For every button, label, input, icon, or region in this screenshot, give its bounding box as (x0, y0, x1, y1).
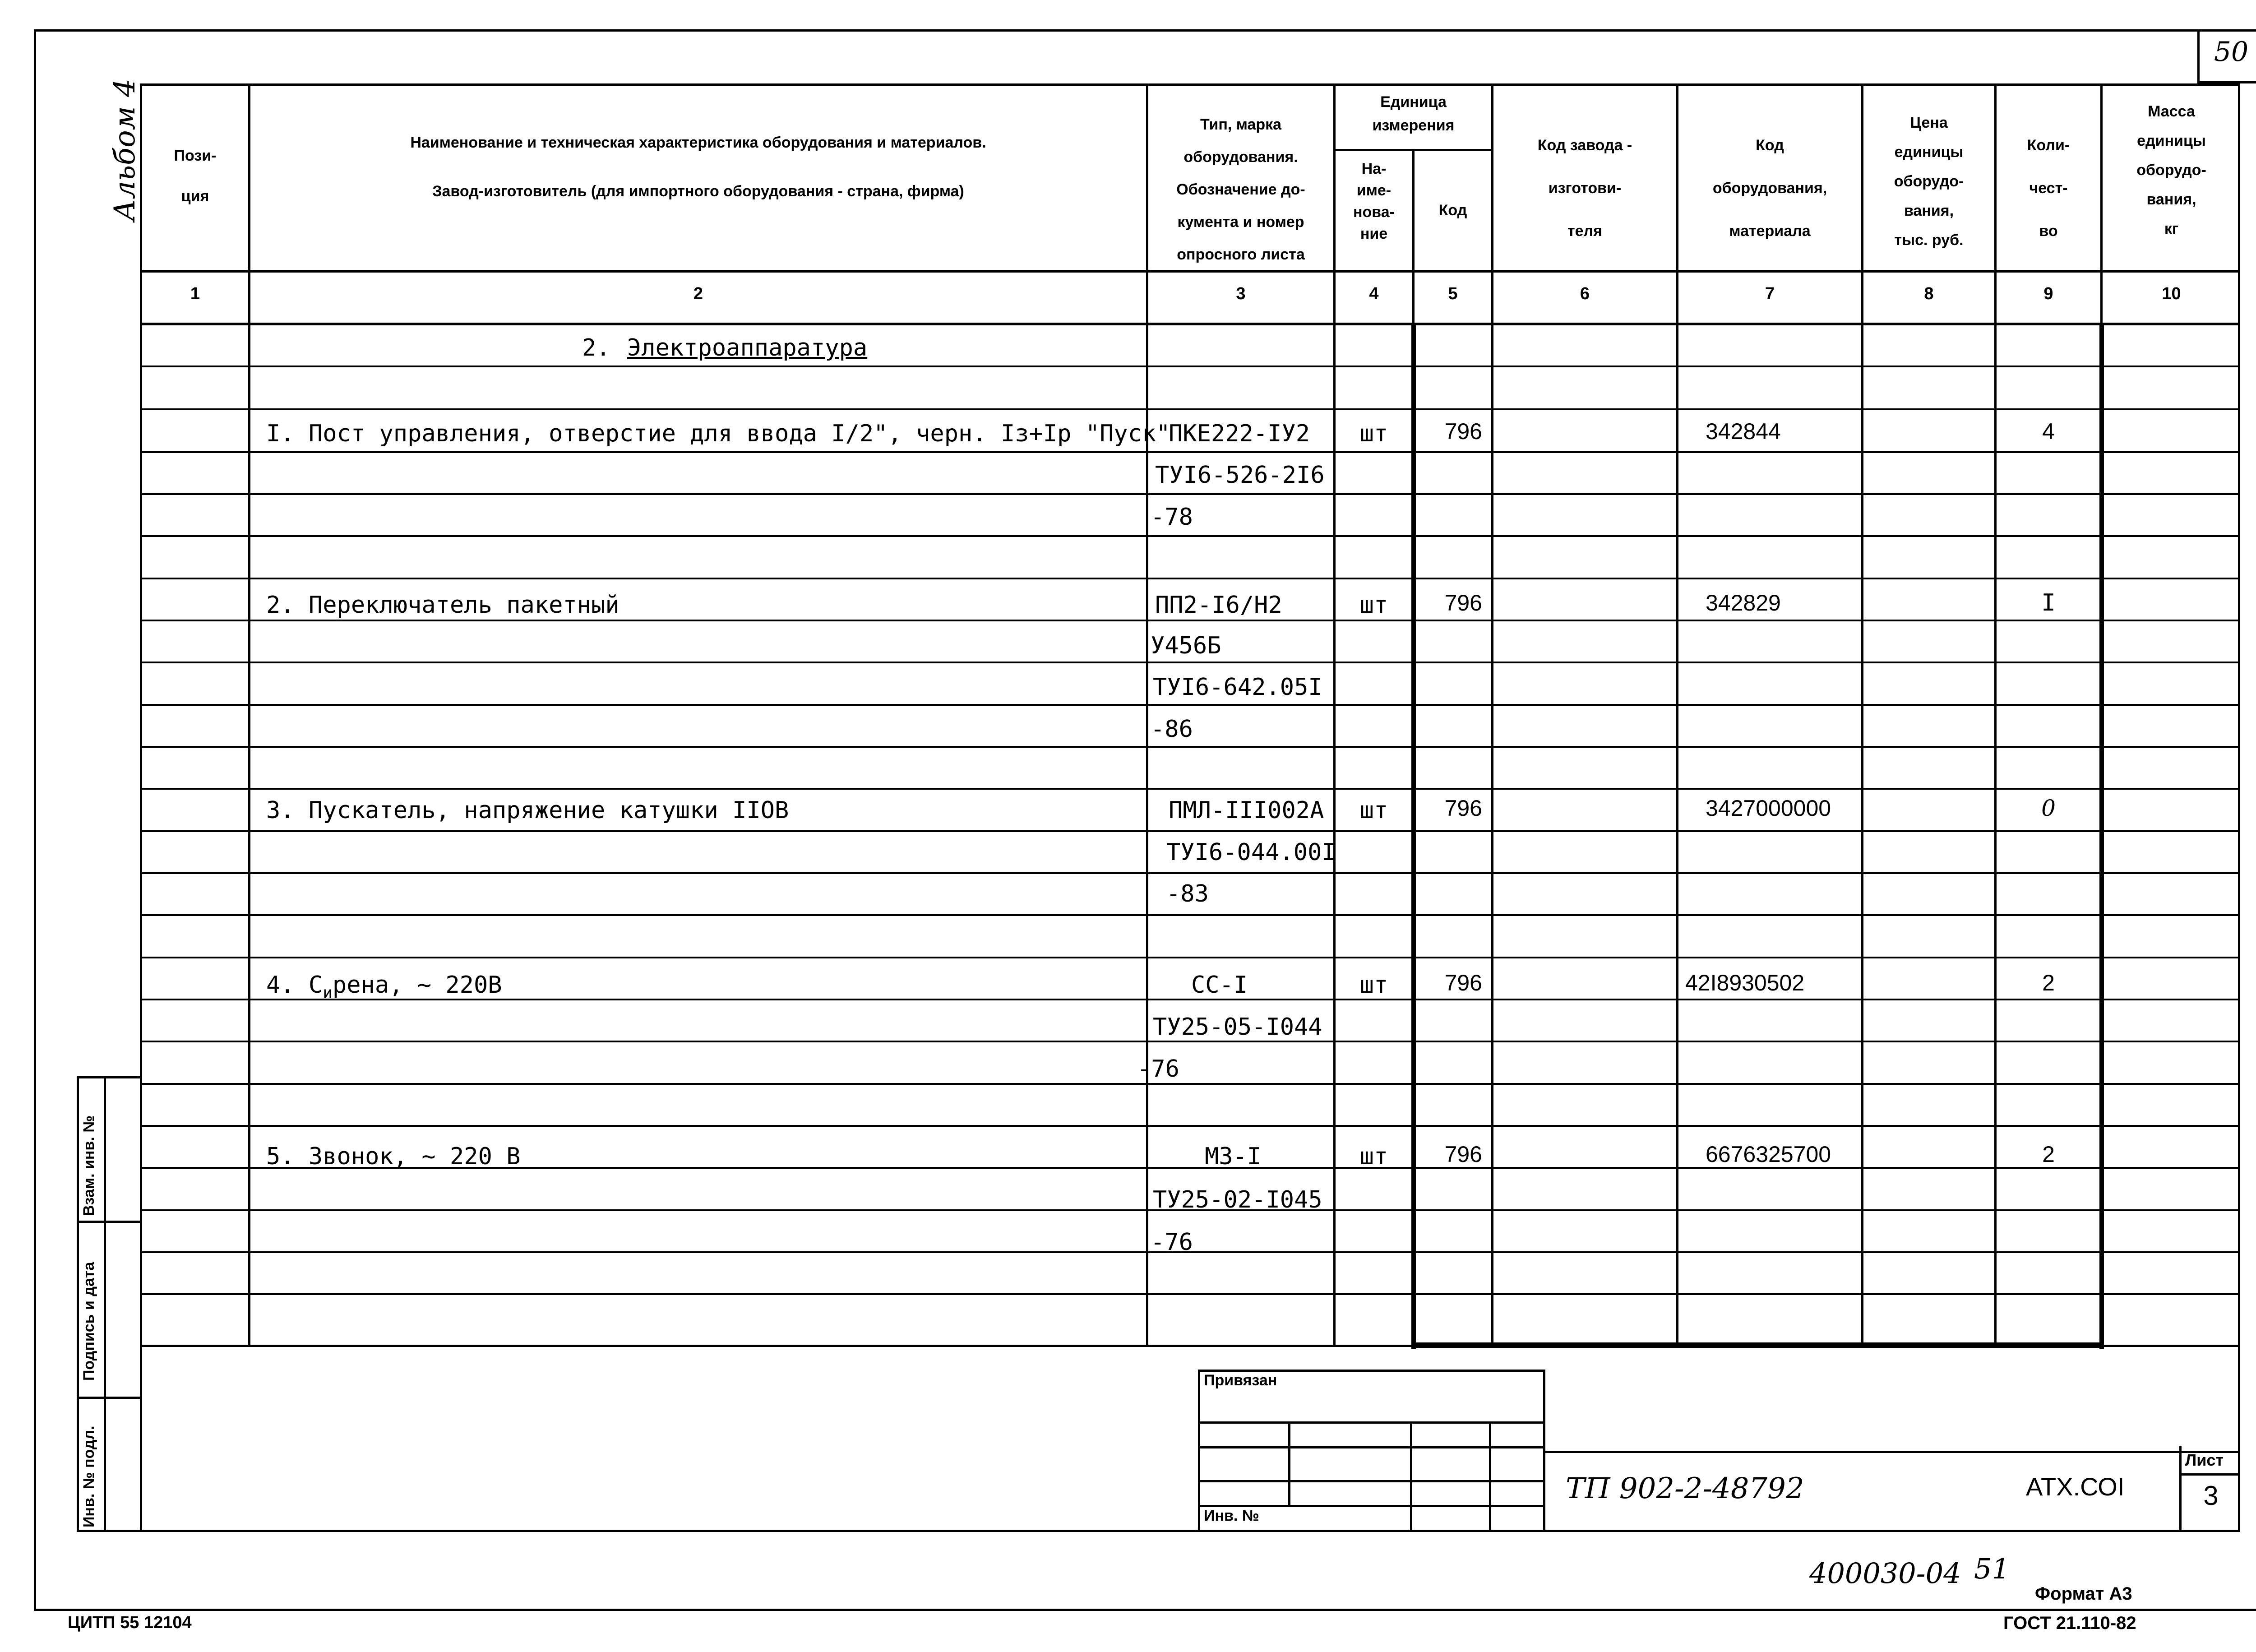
row-line (140, 366, 2240, 367)
colnum-5: 5 (1448, 284, 1458, 303)
colnum-2: 2 (693, 284, 703, 303)
item-2-name: 2. Переключатель пакетный (266, 592, 619, 619)
item-4-type-3: -76 (1137, 1055, 1179, 1083)
side-vzam-inv: Взам. инв. № (80, 1115, 97, 1216)
item-5-qty: 2 (2042, 1142, 2055, 1167)
item-3-name: 3. Пускатель, напряжение катушки IIОВ (266, 797, 789, 824)
header-col2-line1: Наименование и техническая характеристика оборудования и материалов. (410, 134, 986, 151)
item-4-code: 42I8930502 (1685, 970, 1805, 995)
item-4-unit-code: 796 (1444, 970, 1482, 995)
side-podpis-data: Подпись и дата (80, 1262, 97, 1381)
privyazan-line-1 (1198, 1421, 1545, 1424)
handwritten-code: 400030-04 (1809, 1557, 1961, 1590)
row-line (140, 620, 2240, 621)
colnum-10: 10 (2162, 284, 2181, 303)
item-3-qty: 0 (2041, 795, 2056, 821)
item-5-code: 6676325700 (1706, 1142, 1831, 1167)
row-line (140, 408, 2240, 410)
album-label: Альбом 4 (108, 79, 142, 221)
item-4-name-a: 4. С (266, 972, 323, 999)
header-col7: Код оборудования, материала (1712, 137, 1827, 240)
side-stamp-divider-v (104, 1076, 106, 1532)
header-col3: Тип, марка оборудования. Обозначение до- кумента и номер опросного листа (1176, 116, 1305, 263)
item-4-type-1: СС-I (1191, 972, 1248, 999)
item-2-type-4: -86 (1151, 716, 1193, 743)
item-3-unit-code: 796 (1444, 796, 1482, 821)
row-line (140, 578, 2240, 579)
body-bottom-line (140, 1345, 2240, 1347)
format-label: Формат А3 (2035, 1584, 2132, 1604)
item-2-unit: шт (1359, 592, 1388, 619)
col-line-1 (248, 83, 250, 1347)
item-4-name (266, 971, 502, 1002)
privyazan-line-3 (1198, 1480, 1545, 1482)
item-1-qty: 4 (2042, 419, 2055, 444)
row-line (140, 746, 2240, 748)
item-4-type-2: ТУ25-05-I044 (1153, 1013, 1322, 1041)
item-1-name: I. Пост управления, отверстие для ввода I/2", черн. Iз+Iр "Пуск" (266, 420, 1170, 447)
row-line (140, 872, 2240, 874)
handwritten-page: 51 (1974, 1552, 2010, 1585)
side-inv-podl: Инв. № подл. (80, 1425, 97, 1527)
sheet-box-divider (2179, 1473, 2240, 1476)
header-col8: Цена единицы оборудо- вания, тыс. руб. (1894, 114, 1964, 249)
item-4-unit: шт (1359, 972, 1388, 999)
col-line-5 (1491, 83, 1493, 1347)
row-line (140, 914, 2240, 916)
row-line (140, 1293, 2240, 1295)
row-line (140, 535, 2240, 537)
row-line (140, 830, 2240, 832)
privyazan-vline-1 (1288, 1421, 1290, 1505)
sheet-number: 3 (2203, 1481, 2219, 1511)
item-2-type-3: ТУI6-642.05I (1153, 674, 1322, 701)
privyazan-label: Привязан (1204, 1372, 1277, 1389)
header-col10: Масса единицы оборудо- вания, кг (2136, 103, 2206, 237)
side-stamp-divider-1 (77, 1221, 142, 1223)
corner-number: 50 (2214, 36, 2249, 68)
docnum-top-line (1545, 1451, 2240, 1453)
row-line (140, 1125, 2240, 1127)
colnum-6: 6 (1580, 284, 1590, 303)
header-col6: Код завода - изготови- теля (1537, 137, 1632, 240)
privyazan-vline-2 (1410, 1421, 1412, 1532)
item-2-code: 342829 (1706, 590, 1781, 615)
item-1-unit-code: 796 (1444, 419, 1482, 444)
col-line-6 (1676, 83, 1678, 1347)
doc-code: АТХ.СОI (2026, 1472, 2125, 1501)
item-4-name-b: рена, ~ 220В (332, 972, 502, 999)
item-4-name-sub: и (323, 984, 333, 1002)
item-1-code: 342844 (1706, 419, 1781, 444)
header-col4: На- име- нова- ние (1353, 160, 1395, 242)
item-3-type-2: ТУI6-044.00I (1166, 839, 1336, 866)
section-title-number: 2. (582, 334, 610, 361)
item-5-type-3: -76 (1151, 1229, 1193, 1256)
doc-number: ТП 902-2-48792 (1566, 1472, 1804, 1505)
item-5-type-1: МЗ-I (1205, 1143, 1262, 1170)
col-line-7 (1861, 83, 1863, 1347)
item-3-type-1: ПМЛ-III002А (1169, 797, 1324, 824)
item-2-type-1: ПП2-I6/Н2 (1155, 592, 1282, 619)
item-2-qty: I (2041, 589, 2056, 616)
item-1-type-2: ТУI6-526-2I6 (1155, 462, 1325, 489)
header-col5: Код (1438, 202, 1467, 219)
colnum-9: 9 (2043, 284, 2053, 303)
header-unit-group: Единица измерения (1372, 93, 1455, 134)
item-5-type-2: ТУ25-02-I045 (1153, 1186, 1322, 1213)
gost-label: ГОСТ 21.110-82 (2003, 1613, 2136, 1633)
item-1-type-1: ПКЕ222-IУ2 (1169, 420, 1310, 447)
row-line (140, 1083, 2240, 1085)
section-title: Электроаппаратура (627, 334, 868, 361)
colnum-1: 1 (190, 284, 200, 303)
row-line (140, 788, 2240, 790)
colnum-4: 4 (1369, 284, 1379, 303)
unit-group-line (1333, 149, 1493, 151)
colnum-8: 8 (1924, 284, 1934, 303)
header-col2-line2: Завод-изготовитель (для импортного оборудования - страна, фирма) (432, 183, 964, 200)
colnum-bottom-line (140, 323, 2240, 325)
citp-label: ЦИТП 55 12104 (68, 1613, 192, 1632)
colnum-3: 3 (1236, 284, 1246, 303)
row-line (140, 451, 2240, 453)
row-line (140, 493, 2240, 495)
item-3-unit: шт (1359, 797, 1388, 824)
colnum-7: 7 (1765, 284, 1775, 303)
side-stamp-divider-2 (77, 1397, 142, 1399)
col-line-2 (1146, 83, 1148, 1347)
header-col9: Коли- чест- во (2027, 137, 2070, 240)
item-4-qty: 2 (2042, 970, 2055, 995)
privyazan-vline-3 (1489, 1421, 1491, 1532)
col-line-4-body (1411, 325, 1416, 1349)
item-1-type-3: -78 (1151, 504, 1193, 531)
row-line (140, 704, 2240, 706)
item-1-unit: шт (1359, 420, 1388, 447)
item-3-code: 3427000000 (1706, 796, 1831, 821)
col-line-9-body (2099, 325, 2104, 1349)
item-5-unit-code: 796 (1444, 1142, 1482, 1167)
item-2-type-2: У456Б (1151, 632, 1221, 659)
item-5-name: 5. Звонок, ~ 220 В (266, 1143, 521, 1170)
header-col1: Пози- ция (174, 147, 217, 205)
item-5-unit: шт (1359, 1143, 1388, 1170)
item-2-unit-code: 796 (1444, 590, 1482, 615)
row-line (140, 957, 2240, 958)
row-line (140, 662, 2240, 663)
privyazan-line-2 (1198, 1446, 1545, 1448)
item-3-type-3: -83 (1166, 880, 1209, 907)
inv-no-label: Инв. № (1204, 1507, 1259, 1524)
sheet-label: Лист (2185, 1451, 2224, 1469)
